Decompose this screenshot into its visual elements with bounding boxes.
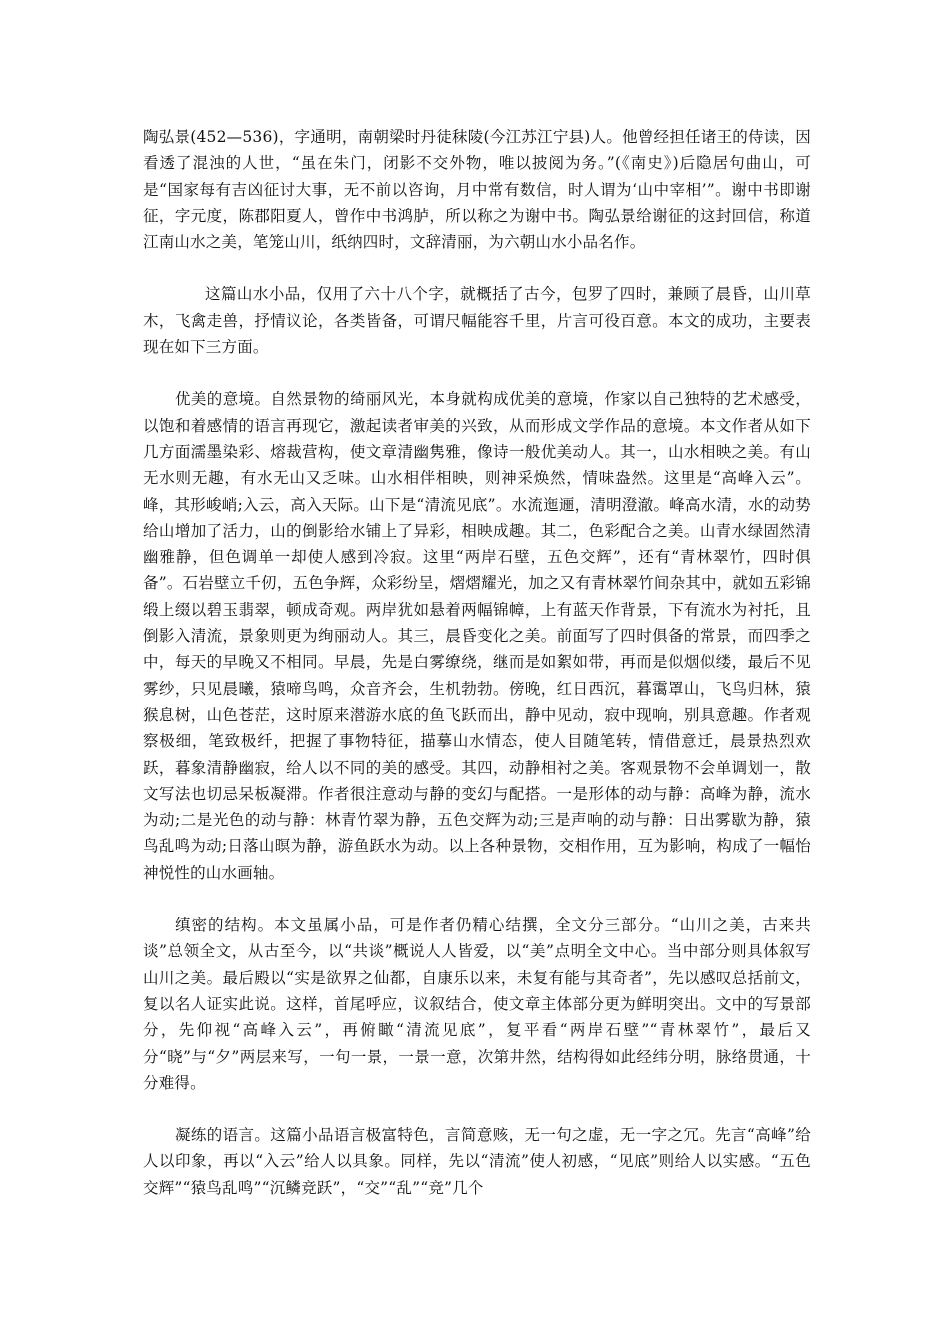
paragraph-author-intro: 陶弘景(452—536)，字通明，南朝梁时丹徒秣陵(今江苏江宁县)人。他曾经担任诸王的侍读，因看透了混浊的人世，“虽在朱门，闭影不交外物，唯以披阅为务。”(《南史》)后隐居句曲山，可是“国家每有吉凶征讨大事，无不前以咨询，月中常有数信，时人谓为‘山中宰相’”。谢中书即谢征，字元度，陈郡阳夏人，曾作中书鸿胪，所以称之为谢中书。陶弘景给谢征的这封回信，称道江南山水之美，笔笼山川，纸纳四时，文辞清丽，为六朝山水小品名作。	[143, 128, 811, 252]
article-body	[143, 124, 811, 1227]
paragraph-artistic-conception: 优美的意境。自然景物的绮丽风光，本身就构成优美的意境，作家以自己独特的艺术感受，以饱和着感情的语言再现它，激起读者审美的兴致，从而形成文学作品的意境。本文作者从如下几方面濡墨染彩、熔裁营构，使文章清幽隽雅，像诗一般优美动人。其一，山水相映之美。有山无水则无趣，有水无山又乏味。山水相伴相映，则神采焕然，情味盎然。这里是“高峰入云”。峰，其形峻峭;入云，高入天际。山下是“清流见底”。水流迤逦，清明澄澈。峰高水清，水的动势给山增加了活力，山的倒影给水铺上了异彩，相映成趣。其二，色彩配合之美。山青水绿固然清幽雅静，但色调单一却使人感到冷寂。这里“两岸石壁，五色交辉”，还有“青林翠竹，四时俱备”。石岩壁立千仞，五色争辉，众彩纷呈，熠熠耀光，加之又有青林翠竹间杂其中，就如五彩锦缎上缀以碧玉翡翠，顿成奇观。两岸犹如悬着两幅锦幛，上有蓝天作背景，下有流水为衬托，且倒影入清流，景象则更为绚丽动人。其三，晨昏变化之美。前面写了四时俱备的常景，而四季之中，每天的早晚又不相同。早晨，先是白雾缭绕，继而是如絮如带，再而是似烟似缕，最后不见雾纱，只见晨曦，猿啼鸟鸣，众音齐会，生机勃勃。傍晚，红日西沉，暮霭罩山，飞鸟归林，猿猴息树，山色苍茫，这时原来潜游水底的鱼飞跃而出，静中见动，寂中现响，别具意趣。作者观察极细，笔致极纤，把握了事物特征，描摹山水情态，使人目随笔转，情借意迁，晨景热烈欢跃，暮象清静幽寂，给人以不同的美的感受。其四，动静相衬之美。客观景物不会单调划一，散文写法也切忌呆板凝滞。作者很注意动与静的变幻与配搭。一是形体的动与静：高峰为静，流水为动;二是光色的动与静：林青竹翠为静，五色交辉为动;三是声响的动与静：日出雾歇为静，猿鸟乱鸣为动;日落山暝为静，游鱼跃水为动。以上各种景物，交相作用，互为影响，构成了一幅怡神悦性的山水画轴。	[143, 390, 811, 882]
paragraph-overview: 这篇山水小品，仅用了六十八个字，就概括了古今，包罗了四时，兼顾了晨昏，山川草木，飞禽走兽，抒情议论，各类皆备，可谓尺幅能容千里，片言可役百意。本文的成功，主要表现在如下三方面。	[143, 285, 811, 357]
paragraph-structure: 缜密的结构。本文虽属小品，可是作者仍精心结撰，全文分三部分。“山川之美，古来共谈”总领全文，从古至今，以“共谈”概说人人皆爱，以“美”点明全文中心。当中部分则具体叙写山川之美。最后殿以“实是欲界之仙都，自康乐以来，未复有能与其奇者”，先以感叹总括前文，复以名人证实此说。这样，首尾呼应，议叙结合，使文章主体部分更为鲜明突出。文中的写景部分，先仰视“高峰入云”，再俯瞰“清流见底”，复平看“两岸石壁”“青林翠竹”，最后又分“晓”与“夕”两层来写，一句一景，一景一意，次第井然，结构得如此经纬分明，脉络贯通，十分难得。	[143, 916, 811, 1092]
paragraph-language: 凝练的语言。这篇小品语言极富特色，言简意赅，无一句之虚，无一字之冗。先言“高峰”给人以印象，再以“入云”给人以具象。同样，先以“清流”使人初感，“见底”则给人以实感。“五色交辉”“猿鸟乱鸣”“沉鳞竞跃”，“交”“乱”“竞”几个	[143, 1126, 811, 1197]
